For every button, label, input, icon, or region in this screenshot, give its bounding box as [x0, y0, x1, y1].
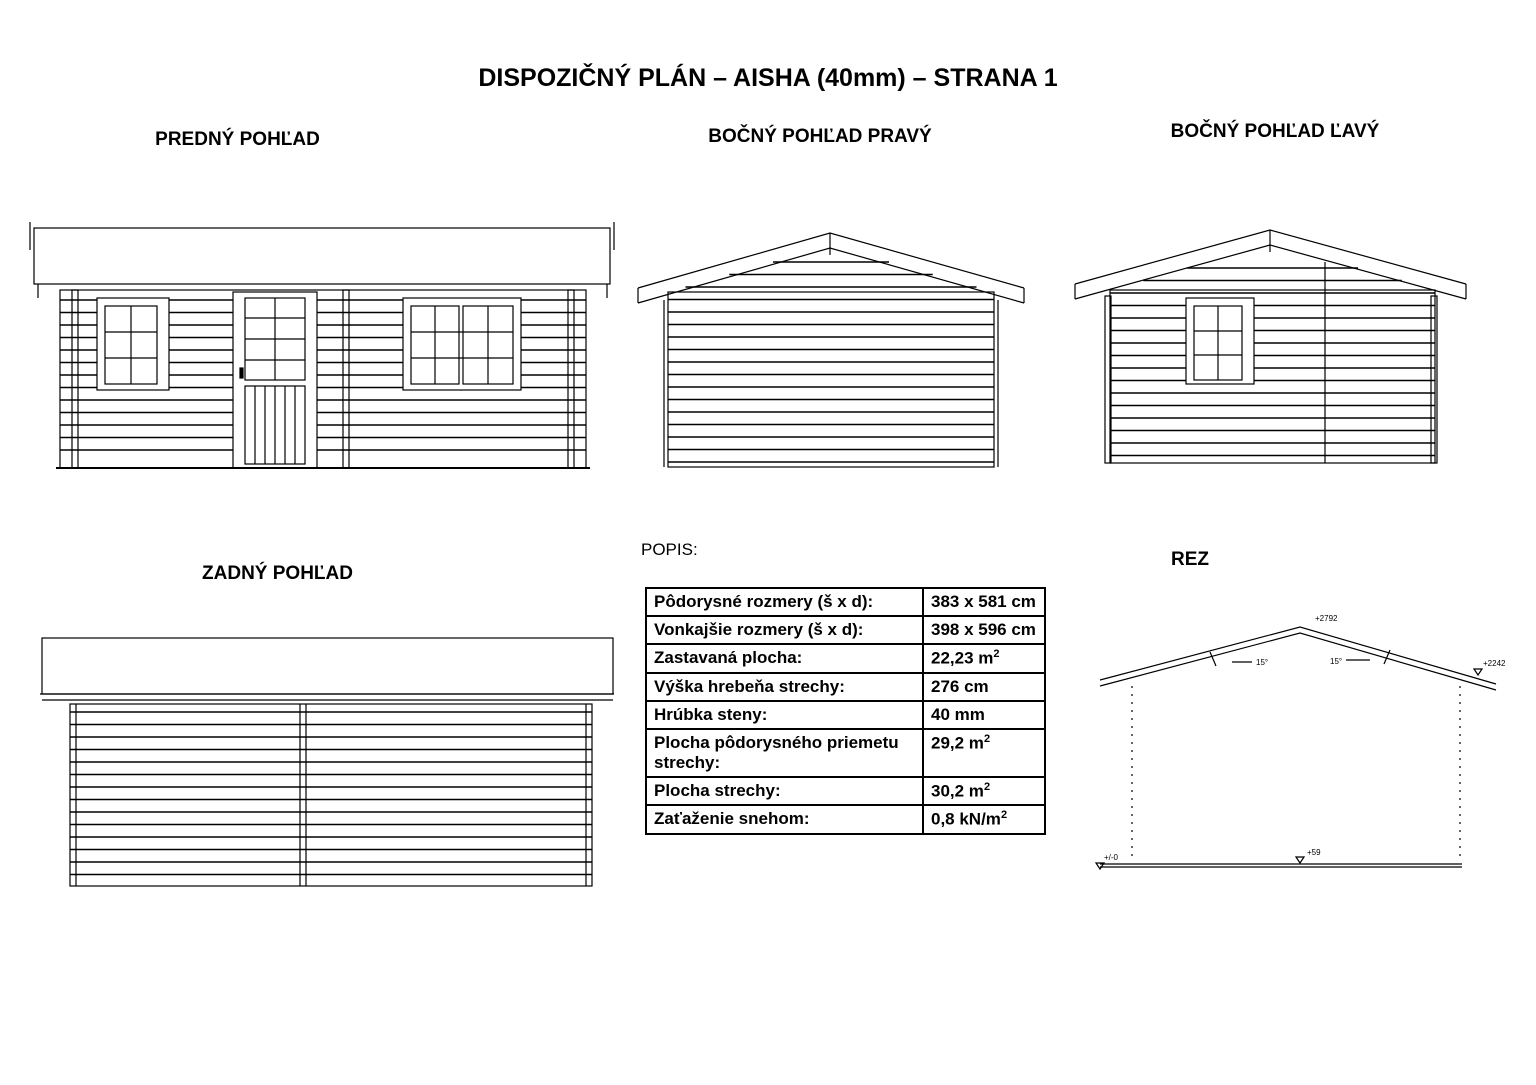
param-label: Zastavaná plocha: — [646, 644, 923, 673]
param-value-text: 40 mm — [931, 704, 985, 724]
back-view-label: ZADNÝ POHĽAD — [202, 563, 353, 584]
param-label: Vonkajšie rozmery (š x d): — [646, 616, 923, 644]
section-drawing — [1096, 614, 1506, 869]
left-wall — [1110, 290, 1435, 463]
param-unit-exponent: 2 — [983, 780, 991, 793]
left-side-view-label: BOČNÝ POHĽAD ĽAVÝ — [1170, 121, 1380, 142]
right-side-view-drawing — [638, 233, 1024, 467]
ridge-height-mark: +2792 — [1315, 614, 1338, 623]
eave-height-mark: +2242 — [1483, 659, 1506, 668]
door-handle — [240, 368, 243, 378]
param-unit-exponent: 2 — [983, 732, 991, 745]
roof-angle-right: 15° — [1330, 657, 1343, 666]
param-label: Plocha strechy: — [646, 777, 923, 806]
back-wall — [70, 704, 592, 886]
param-unit-exponent: 2 — [1000, 809, 1008, 822]
left-side-view-drawing — [1075, 230, 1466, 463]
param-value-text: 30,2 m — [931, 781, 984, 801]
param-label: Výška hrebeňa strechy: — [646, 673, 923, 701]
left-window — [1186, 298, 1254, 384]
param-value-text: 29,2 m — [931, 733, 984, 753]
back-view-drawing — [40, 638, 614, 886]
floor-height-mark: +59 — [1307, 848, 1321, 857]
page-title: DISPOZIČNÝ PLÁN – AISHA (40mm) – STRANA 1 — [478, 64, 1058, 92]
param-label: Plocha pôdorysného priemetu strechy: — [646, 729, 923, 777]
right-side-view-label: BOČNÝ POHĽAD PRAVÝ — [708, 126, 932, 147]
right-wall — [668, 292, 994, 467]
param-value-text: 383 x 581 cm — [931, 592, 1036, 611]
back-roof — [42, 638, 613, 694]
param-label: Zaťaženie snehom: — [646, 805, 923, 834]
param-value-text: 276 cm — [931, 676, 989, 696]
param-value-text: 22,23 m — [931, 648, 994, 668]
front-window-left — [97, 298, 169, 390]
param-value-text: 398 x 596 cm — [931, 620, 1036, 639]
front-view-drawing — [30, 222, 614, 468]
left-wall-logs — [1110, 268, 1435, 456]
front-window-right — [403, 298, 521, 390]
param-value-text: 0,8 kN/m — [931, 809, 1001, 829]
front-roof — [34, 228, 610, 284]
param-unit-exponent: 2 — [993, 648, 1000, 660]
param-label: Hrúbka steny: — [646, 701, 923, 729]
back-wall-logs — [70, 712, 592, 875]
roof-angle-left: 15° — [1256, 658, 1269, 667]
description-heading: POPIS: — [641, 540, 698, 559]
front-view-label: PREDNÝ POHĽAD — [155, 129, 320, 150]
section-view-label: REZ — [1171, 549, 1209, 570]
base-level-mark: +/-0 — [1104, 853, 1119, 862]
param-label: Pôdorysné rozmery (š x d): — [646, 588, 923, 616]
